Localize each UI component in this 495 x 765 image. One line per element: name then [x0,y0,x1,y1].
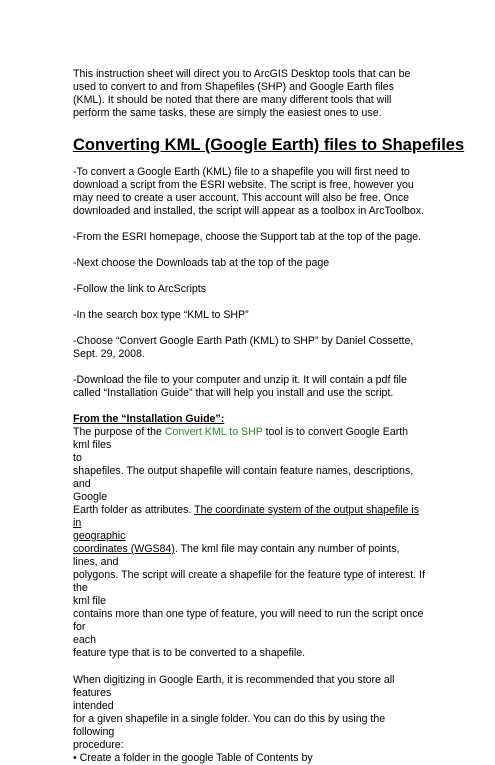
digitizing-block [73,674,425,765]
guide-line: shapefiles. The output shapefile will contain feature names, descriptions, and [73,465,414,490]
guide-line [73,543,425,569]
guide-line: kml file [73,595,106,607]
bullet-item: • Create a folder in the google Table of Contents by [73,752,313,764]
guide-text: Earth folder as attributes. [73,504,195,516]
step-paragraph-3: -Next choose the Downloads tab at the top of the page [73,257,330,269]
document-body [73,68,465,765]
installation-guide-title: From the “Installation Guide”: [73,413,225,425]
step-paragraph-5: -In the search box type “KML to SHP” [73,309,249,321]
installation-guide-block [73,413,425,660]
digitizing-line: for a given shapefile in a single folder. You can do this by using the following [73,713,386,738]
guide-line: polygons. The script will create a shapefile for the feature type of interest. If the [73,569,425,594]
tool-name-highlight: Convert KML to SHP [164,426,263,438]
guide-text: . The kml file may contain any number of points, lines, and [73,543,400,568]
guide-line: Google [73,491,108,503]
step-paragraph-2: -From the ESRI homepage, choose the Support tab at the top of the page. [73,231,422,243]
step-paragraph-6: -Choose “Convert Google Earth Path (KML) to SHP” by Daniel Cossette, Sept. 29, 2008. [73,335,414,360]
guide-line: contains more than one type of feature, you will need to run the script once for [73,608,424,633]
step-paragraph-1: -To convert a Google Earth (KML) file to a shapefile you will first need to download a script from the ESRI website. The script is free, however you may need to create a user account. This account will also be free. Once downloaded and installed, the script will appear as a toolbox in ArcToolbox. [73,166,424,217]
guide-line [73,426,425,452]
coordinate-system-note: coordinates (WGS84) [73,543,175,555]
coordinate-system-note: geographic [73,530,126,542]
digitizing-line: intended [73,700,114,712]
step-paragraph-7: -Download the file to your computer and unzip it. It will contain a pdf file called “Installation Guide” that will help you install and use the script. [73,374,407,399]
guide-text: tool is to convert Google Earth kml files [73,426,409,451]
guide-line: to [73,452,82,464]
digitizing-line: procedure: [73,739,124,751]
intro-paragraph: This instruction sheet will direct you to ArcGIS Desktop tools that can be used to convert to and from Shapefiles (SHP) and Google Earth files (KML). It should be noted that there are many different tools that will perform the same tasks, these are simply the easiest ones to use. [73,68,411,119]
section-heading: Converting KML (Google Earth) files to Shapefiles [73,136,465,154]
guide-line [73,504,425,530]
step-paragraph-4: -Follow the link to ArcScripts [73,283,207,295]
digitizing-line: When digitizing in Google Earth, it is recommended that you store all features [73,674,395,699]
guide-text: The purpose of the [73,426,165,438]
guide-line: feature type that is to be converted to a shapefile. [73,647,306,659]
coordinate-system-note: The coordinate system of the output shapefile is in [73,504,420,529]
guide-line: each [73,634,96,646]
